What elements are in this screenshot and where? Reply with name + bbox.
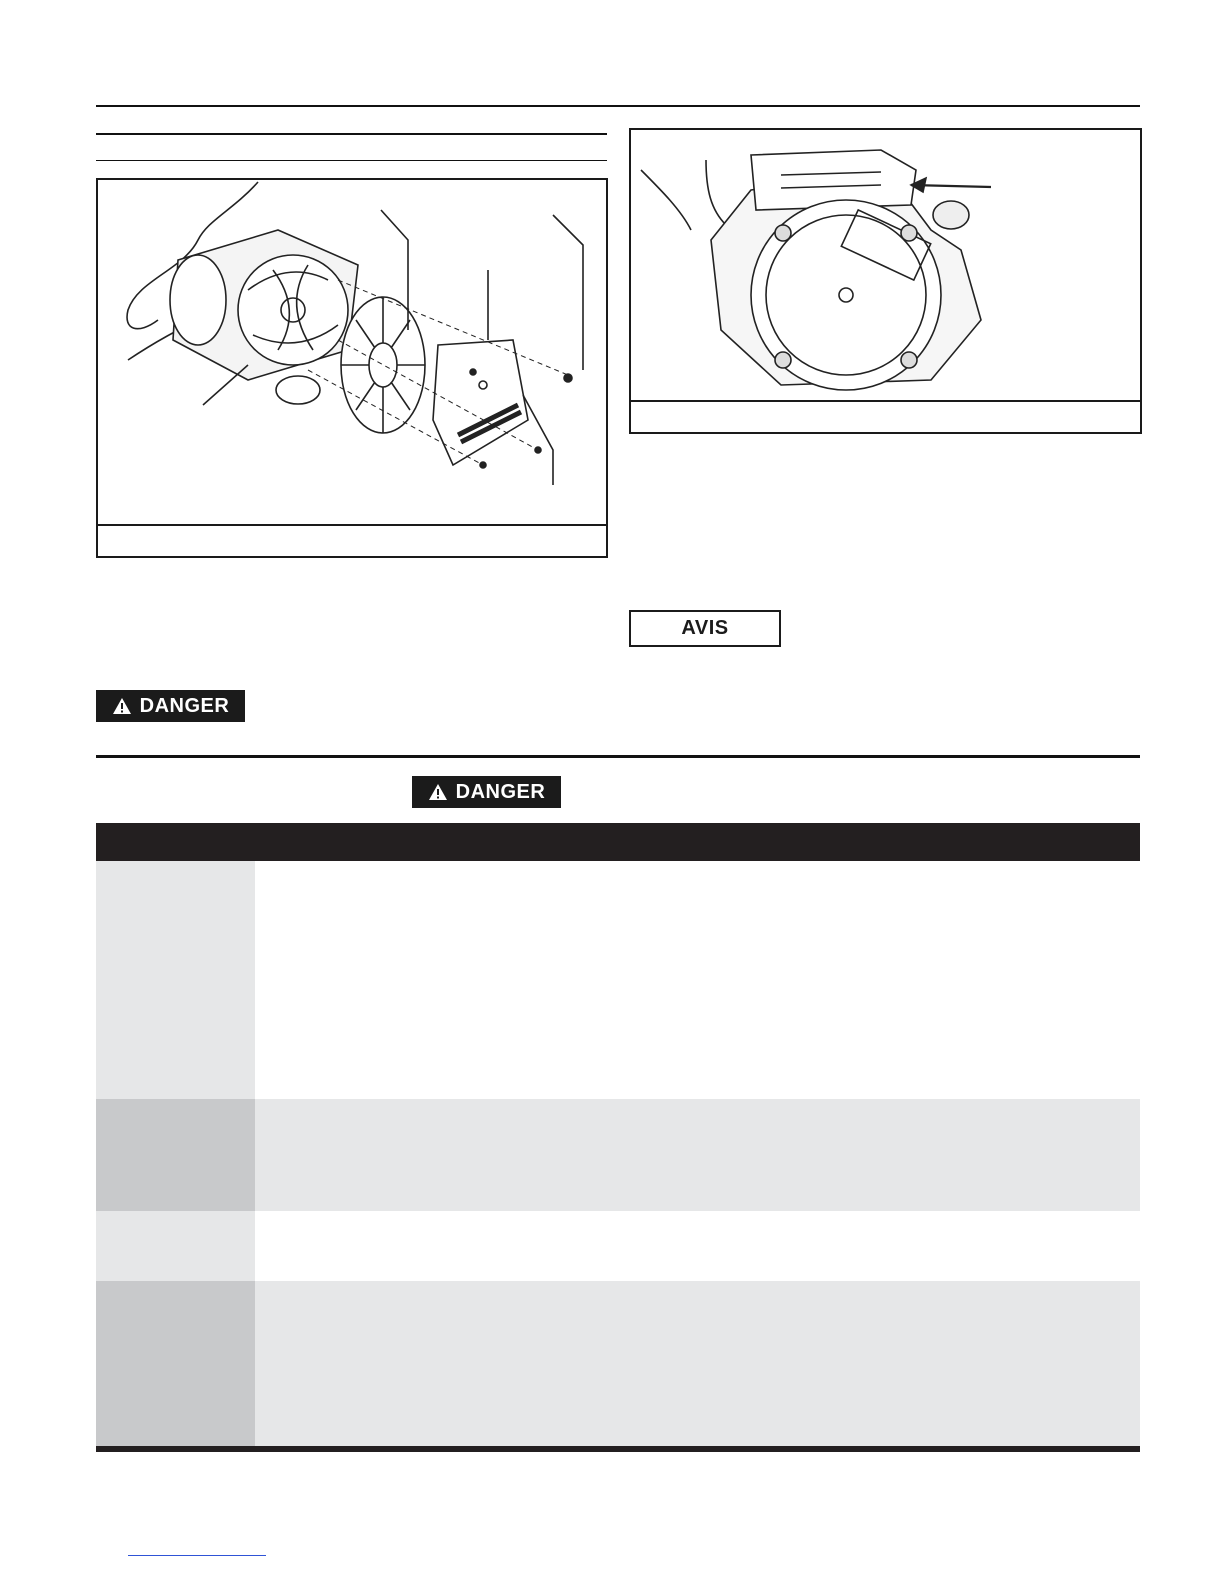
table-bottom-rule bbox=[96, 1446, 1140, 1452]
avis-badge bbox=[629, 610, 781, 647]
table-row bbox=[96, 1211, 1140, 1281]
danger-badge-center bbox=[412, 776, 561, 808]
exploded-pump-illustration bbox=[98, 180, 606, 526]
danger-label-center: DANGER bbox=[455, 780, 546, 803]
footer-link-underline[interactable] bbox=[128, 1555, 266, 1556]
table-row bbox=[96, 861, 1140, 1099]
figure-exploded-pump bbox=[96, 178, 608, 558]
figure-pump-side bbox=[629, 128, 1142, 434]
section-rule bbox=[96, 755, 1140, 758]
warning-triangle-icon bbox=[112, 697, 132, 715]
warning-triangle-icon bbox=[428, 783, 448, 801]
danger-label-left: DANGER bbox=[139, 694, 230, 717]
left-section-rule-2 bbox=[96, 160, 607, 161]
table-header bbox=[96, 823, 1140, 861]
table-row bbox=[96, 1099, 1140, 1211]
left-section-rule-1 bbox=[96, 133, 607, 135]
danger-badge-left bbox=[96, 690, 245, 722]
top-rule bbox=[96, 105, 1140, 107]
avis-label: AVIS bbox=[681, 617, 729, 639]
figure-1-caption bbox=[98, 524, 606, 556]
pump-side-illustration bbox=[631, 130, 1140, 402]
figure-2-caption bbox=[631, 400, 1140, 432]
table-row bbox=[96, 1281, 1140, 1446]
